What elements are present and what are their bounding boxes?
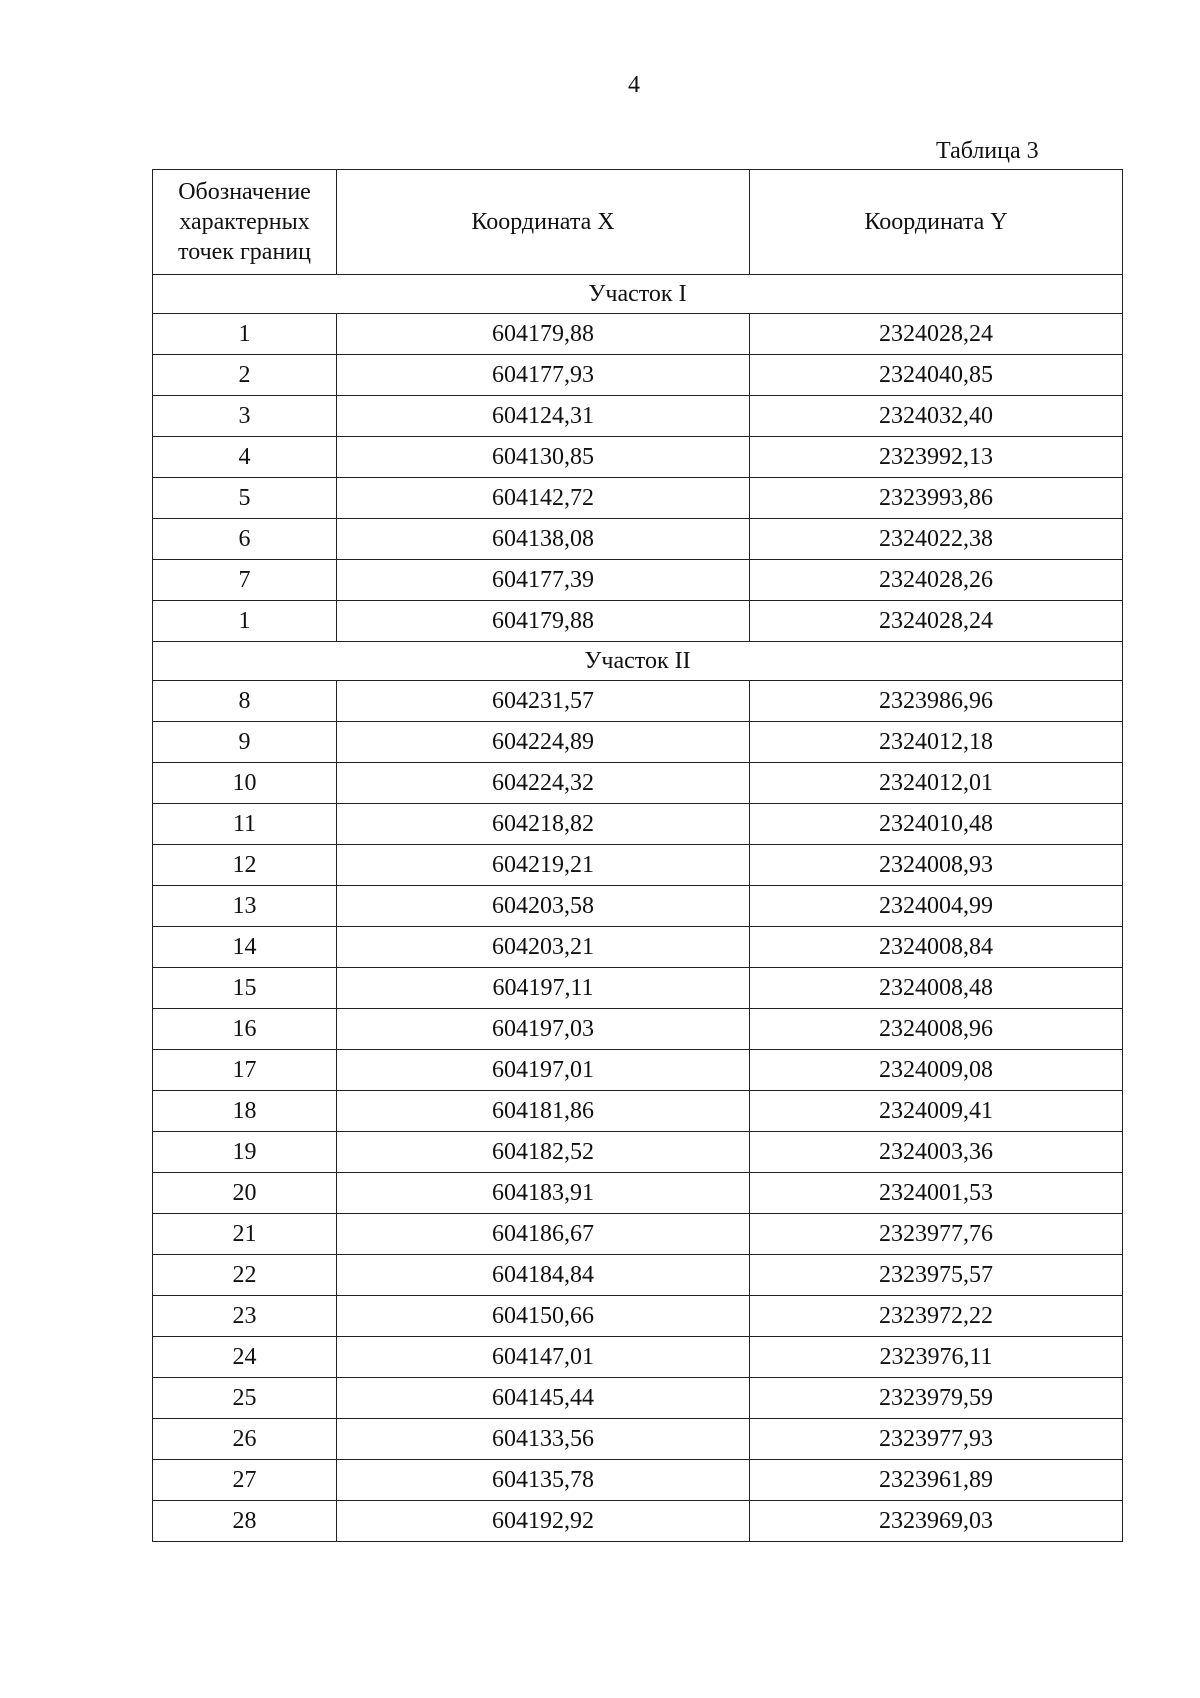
table-row — [153, 314, 1123, 355]
table-body — [153, 275, 1123, 1542]
point-cell: 16 — [153, 1009, 337, 1050]
coordinate-y-cell: 2324010,48 — [750, 804, 1123, 845]
coordinate-x-cell: 604219,21 — [337, 845, 750, 886]
table-row — [153, 437, 1123, 478]
point-cell: 14 — [153, 927, 337, 968]
coordinate-x-cell: 604224,89 — [337, 722, 750, 763]
point-cell: 10 — [153, 763, 337, 804]
point-cell: 17 — [153, 1050, 337, 1091]
point-cell: 24 — [153, 1337, 337, 1378]
table-row — [153, 968, 1123, 1009]
point-cell: 22 — [153, 1255, 337, 1296]
point-cell: 18 — [153, 1091, 337, 1132]
coordinate-x-cell: 604218,82 — [337, 804, 750, 845]
table-row — [153, 355, 1123, 396]
point-cell: 25 — [153, 1378, 337, 1419]
coordinate-y-cell: 2324028,26 — [750, 560, 1123, 601]
section-header-row — [153, 642, 1123, 681]
table-row — [153, 1050, 1123, 1091]
coordinate-x-cell: 604124,31 — [337, 396, 750, 437]
coordinate-y-cell: 2324032,40 — [750, 396, 1123, 437]
point-cell: 13 — [153, 886, 337, 927]
point-cell: 1 — [153, 601, 337, 642]
coordinate-y-cell: 2324012,18 — [750, 722, 1123, 763]
coordinate-x-cell: 604183,91 — [337, 1173, 750, 1214]
point-cell: 7 — [153, 560, 337, 601]
point-cell: 23 — [153, 1296, 337, 1337]
table-row — [153, 1337, 1123, 1378]
coordinate-y-cell: 2323986,96 — [750, 681, 1123, 722]
coordinate-y-cell: 2323977,93 — [750, 1419, 1123, 1460]
point-cell: 26 — [153, 1419, 337, 1460]
coordinate-x-cell: 604192,92 — [337, 1501, 750, 1542]
coordinate-x-cell: 604145,44 — [337, 1378, 750, 1419]
point-cell: 2 — [153, 355, 337, 396]
coordinate-y-cell: 2324012,01 — [750, 763, 1123, 804]
table-row — [153, 804, 1123, 845]
table-row — [153, 763, 1123, 804]
table-row — [153, 1419, 1123, 1460]
table-caption: Таблица 3 — [936, 138, 1039, 164]
table-row — [153, 927, 1123, 968]
coordinate-y-cell: 2323979,59 — [750, 1378, 1123, 1419]
coordinate-x-cell: 604133,56 — [337, 1419, 750, 1460]
point-cell: 1 — [153, 314, 337, 355]
coordinate-x-cell: 604224,32 — [337, 763, 750, 804]
section-header-row — [153, 275, 1123, 314]
coordinate-y-cell: 2324028,24 — [750, 314, 1123, 355]
coordinate-y-cell: 2323975,57 — [750, 1255, 1123, 1296]
page-number: 4 — [628, 72, 640, 98]
table-row — [153, 1460, 1123, 1501]
point-cell: 8 — [153, 681, 337, 722]
coordinate-x-cell: 604203,58 — [337, 886, 750, 927]
table-row — [153, 1501, 1123, 1542]
table-row — [153, 560, 1123, 601]
table-row — [153, 478, 1123, 519]
coordinate-y-cell: 2323993,86 — [750, 478, 1123, 519]
point-cell: 27 — [153, 1460, 337, 1501]
coordinate-y-cell: 2324040,85 — [750, 355, 1123, 396]
coordinate-y-cell: 2323976,11 — [750, 1337, 1123, 1378]
header-point-designation: Обозначение характерных точек границ — [153, 170, 337, 275]
coordinate-x-cell: 604197,11 — [337, 968, 750, 1009]
table-row — [153, 886, 1123, 927]
coordinate-y-cell: 2323969,03 — [750, 1501, 1123, 1542]
coordinate-x-cell: 604197,01 — [337, 1050, 750, 1091]
table-row — [153, 1091, 1123, 1132]
section-title: Участок I — [153, 275, 1123, 314]
table-row — [153, 722, 1123, 763]
table-row — [153, 601, 1123, 642]
coordinate-x-cell: 604203,21 — [337, 927, 750, 968]
table-row — [153, 1009, 1123, 1050]
coordinate-x-cell: 604179,88 — [337, 601, 750, 642]
coordinate-y-cell: 2323961,89 — [750, 1460, 1123, 1501]
coordinate-y-cell: 2324009,08 — [750, 1050, 1123, 1091]
coordinate-x-cell: 604147,01 — [337, 1337, 750, 1378]
coordinates-table — [152, 169, 1123, 1542]
table-row — [153, 1378, 1123, 1419]
table-row — [153, 1255, 1123, 1296]
point-cell: 11 — [153, 804, 337, 845]
coordinate-y-cell: 2324004,99 — [750, 886, 1123, 927]
coordinate-y-cell: 2323972,22 — [750, 1296, 1123, 1337]
point-cell: 15 — [153, 968, 337, 1009]
coordinate-x-cell: 604184,84 — [337, 1255, 750, 1296]
coordinate-y-cell: 2323992,13 — [750, 437, 1123, 478]
coordinate-y-cell: 2324009,41 — [750, 1091, 1123, 1132]
header-coordinate-y: Координата Y — [750, 170, 1123, 275]
point-cell: 19 — [153, 1132, 337, 1173]
header-coordinate-x: Координата X — [337, 170, 750, 275]
table-row — [153, 681, 1123, 722]
point-cell: 12 — [153, 845, 337, 886]
coordinate-x-cell: 604197,03 — [337, 1009, 750, 1050]
point-cell: 21 — [153, 1214, 337, 1255]
table-row — [153, 1173, 1123, 1214]
coordinate-y-cell: 2324008,48 — [750, 968, 1123, 1009]
coordinate-x-cell: 604142,72 — [337, 478, 750, 519]
point-cell: 6 — [153, 519, 337, 560]
coordinate-x-cell: 604181,86 — [337, 1091, 750, 1132]
point-cell: 3 — [153, 396, 337, 437]
coordinate-x-cell: 604130,85 — [337, 437, 750, 478]
point-cell: 20 — [153, 1173, 337, 1214]
coordinate-y-cell: 2324022,38 — [750, 519, 1123, 560]
coordinate-y-cell: 2323977,76 — [750, 1214, 1123, 1255]
coordinate-x-cell: 604135,78 — [337, 1460, 750, 1501]
coordinate-y-cell: 2324003,36 — [750, 1132, 1123, 1173]
coordinate-x-cell: 604231,57 — [337, 681, 750, 722]
coordinate-y-cell: 2324001,53 — [750, 1173, 1123, 1214]
point-cell: 9 — [153, 722, 337, 763]
point-cell: 4 — [153, 437, 337, 478]
table-row — [153, 396, 1123, 437]
table-header — [153, 170, 1123, 275]
coordinate-x-cell: 604138,08 — [337, 519, 750, 560]
table-row — [153, 1214, 1123, 1255]
coordinate-x-cell: 604177,93 — [337, 355, 750, 396]
section-title: Участок II — [153, 642, 1123, 681]
table-row — [153, 845, 1123, 886]
coordinate-y-cell: 2324028,24 — [750, 601, 1123, 642]
point-cell: 28 — [153, 1501, 337, 1542]
coordinate-x-cell: 604177,39 — [337, 560, 750, 601]
point-cell: 5 — [153, 478, 337, 519]
coordinate-y-cell: 2324008,93 — [750, 845, 1123, 886]
table-row — [153, 1296, 1123, 1337]
table-row — [153, 1132, 1123, 1173]
coordinate-x-cell: 604150,66 — [337, 1296, 750, 1337]
coordinate-x-cell: 604182,52 — [337, 1132, 750, 1173]
header-row — [153, 170, 1123, 275]
table-row — [153, 519, 1123, 560]
coordinate-y-cell: 2324008,96 — [750, 1009, 1123, 1050]
coordinate-x-cell: 604186,67 — [337, 1214, 750, 1255]
coordinate-y-cell: 2324008,84 — [750, 927, 1123, 968]
coordinate-x-cell: 604179,88 — [337, 314, 750, 355]
